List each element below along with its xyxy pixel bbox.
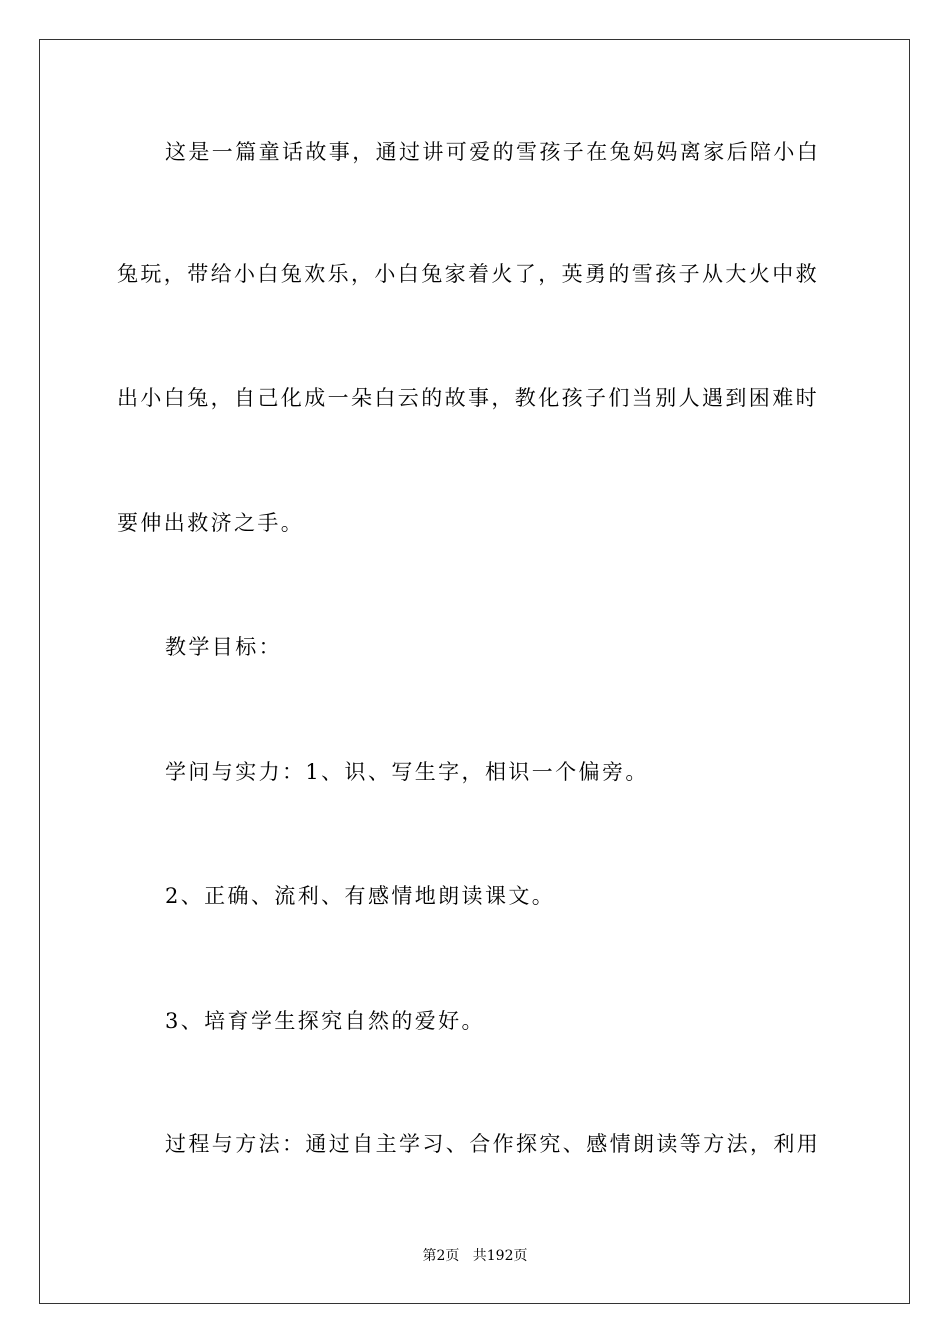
page-number-footer: 第2页 共192页 <box>422 1248 528 1264</box>
objective-interest: 3、培育学生探究自然的爱好。 <box>165 1009 485 1033</box>
objective-reading: 2、正确、流利、有感情地朗读课文。 <box>165 884 556 908</box>
process-method-line: 过程与方法：通过自主学习、合作探究、感情朗读等方法，利用 <box>165 1132 821 1156</box>
paragraph-line-1: 这是一篇童话故事，通过讲可爱的雪孩子在兔妈妈离家后陪小白 <box>165 140 821 164</box>
paragraph-line-2: 兔玩，带给小白兔欢乐，小白兔家着火了，英勇的雪孩子从大火中救 <box>117 262 819 286</box>
paragraph-line-4: 要伸出救济之手。 <box>117 511 305 535</box>
objectives-heading: 教学目标： <box>165 635 282 659</box>
paragraph-line-3: 出小白兔，自己化成一朵白云的故事，教化孩子们当别人遇到困难时 <box>117 386 819 410</box>
objective-knowledge: 学问与实力：1、识、写生字，相识一个偏旁。 <box>165 760 649 784</box>
page-border <box>39 39 910 1304</box>
